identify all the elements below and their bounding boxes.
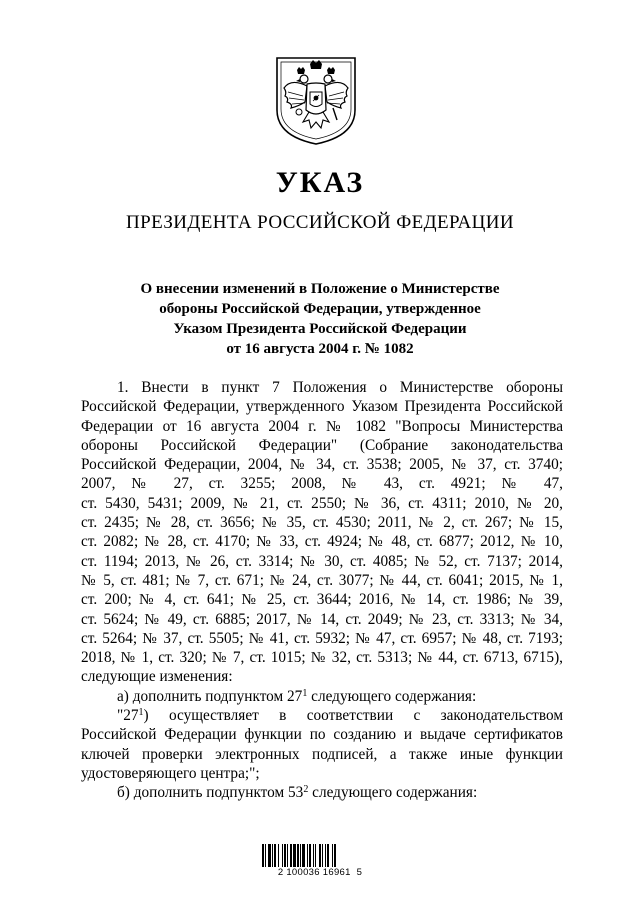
decree-title: УКАЗ: [275, 166, 365, 199]
paragraph-line: ст. 1194; 2013, № 26, ст. 3314; № 30, ст. 4085; № 52, ст. 7137; 2014,: [81, 552, 563, 570]
heading-line: Указом Президента Российской Федерации: [173, 321, 467, 337]
quote-rest: ) осуществляет в соответствии с законодательством: [143, 707, 563, 725]
barcode-bar: [302, 844, 305, 867]
barcode-bar: [290, 844, 292, 867]
barcode-bar: [297, 844, 299, 867]
paragraph-line: следующие изменения:: [81, 668, 233, 686]
item-a-sup: 1: [302, 687, 308, 699]
barcode-bar: [278, 844, 279, 867]
barcode-bar: [327, 844, 329, 867]
barcode-bar: [315, 844, 316, 867]
item-b-suffix: следующего содержания:: [308, 784, 478, 802]
document-body: [81, 378, 563, 803]
barcode-bar: [322, 844, 323, 867]
paragraph-line: обороны Российской Федерации" (Собрание законодательства: [81, 436, 563, 454]
barcode-bar: [268, 844, 271, 867]
barcode-bar: [284, 844, 286, 867]
item-b-sup: 2: [303, 784, 309, 796]
barcode-bar: [309, 844, 311, 867]
quote-open: "27: [117, 707, 139, 725]
document-heading: [110, 279, 530, 359]
barcode-bar: [265, 844, 266, 867]
barcode-bar: [319, 844, 321, 867]
barcode-bar: [307, 844, 308, 867]
paragraph-line: Российской Федерации, 2004, № 34, ст. 3538; 2005, № 37, ст. 3740;: [81, 456, 563, 474]
paragraph-line: Российской Федерации, утвержденного Указом Президента Российской: [81, 398, 563, 416]
barcode-bar: [313, 844, 314, 867]
barcode-bar: [274, 844, 276, 867]
barcode-bar: [334, 844, 336, 867]
barcode-bar: [262, 844, 264, 867]
paragraph-line: ст. 5430, 5431; 2009, № 21, ст. 2550; № 36, ст. 4311; 2010, № 20,: [81, 494, 563, 512]
decree-subtitle: ПРЕЗИДЕНТА РОССИЙСКОЙ ФЕДЕРАЦИИ: [126, 212, 514, 233]
item-a-line: [81, 687, 563, 706]
barcode-bar: [272, 844, 273, 867]
item-b-line: [81, 783, 563, 802]
paragraph-line: ст. 5624; № 49, ст. 6885; 2017, № 14, ст. 2049; № 23, ст. 3313; № 34,: [81, 610, 563, 628]
barcode-bar: [287, 844, 288, 867]
barcode-bar: [332, 844, 333, 867]
paragraph-line: 2018, № 1, ст. 320; № 7, ст. 1015; № 32, ст. 5313; № 44, ст. 6713, 6715),: [81, 649, 563, 667]
paragraph-line: № 5, ст. 481; № 7, ст. 671; № 24, ст. 3077; № 44, ст. 6041; 2015, № 1,: [81, 571, 563, 589]
quote-line: [81, 706, 563, 725]
heading-line: О внесении изменений в Положение о Министерстве: [140, 281, 500, 297]
coat-of-arms-emblem: [273, 52, 359, 147]
paragraph-line: ст. 2435; № 28, ст. 3656; № 35, ст. 4530; 2011, № 2, ст. 267; № 15,: [81, 514, 563, 532]
quote-line: ключей проверки электронных подписей, а также иные функции: [81, 745, 563, 763]
heading-line: обороны Российской Федерации, утвержденное: [159, 301, 481, 317]
item-a-prefix: а) дополнить подпунктом 27: [117, 687, 303, 705]
paragraph-line: ст. 200; № 4, ст. 641; № 25, ст. 3644; 2016, № 14, ст. 1986; № 39,: [81, 591, 563, 609]
quote-line: Российской Федерации функции по созданию и выдаче сертификатов: [81, 726, 563, 744]
barcode-number: 2 100036 16961 5: [277, 867, 363, 878]
paragraph-line: Федерации от 16 августа 2004 г. № 1082 "Вопросы Министерства: [81, 417, 563, 435]
paragraph-line: ст. 2082; № 28, ст. 4170; № 33, ст. 4924; № 48, ст. 6877; 2012, № 10,: [81, 533, 563, 551]
barcode-bar: [300, 844, 301, 867]
heading-line: от 16 августа 2004 г. № 1082: [226, 341, 414, 357]
quote-sup: 1: [138, 707, 144, 719]
barcode-bar: [282, 844, 283, 867]
paragraph-line: ст. 5264; № 37, ст. 5505; № 41, ст. 5932; № 47, ст. 6957; № 48, ст. 7193;: [81, 629, 563, 647]
item-a-suffix: следующего содержания:: [307, 687, 477, 705]
paragraph-line: 2007, № 27, ст. 3255; 2008, № 43, ст. 4921; № 47,: [81, 475, 563, 493]
item-b-prefix: б) дополнить подпунктом 53: [117, 784, 304, 802]
barcode-bar: [325, 844, 326, 867]
paragraph-line: 1. Внести в пункт 7 Положения о Министерстве обороны: [117, 379, 563, 396]
barcode-bar: [293, 844, 296, 867]
quote-line: удостоверяющего центра;";: [81, 764, 260, 782]
